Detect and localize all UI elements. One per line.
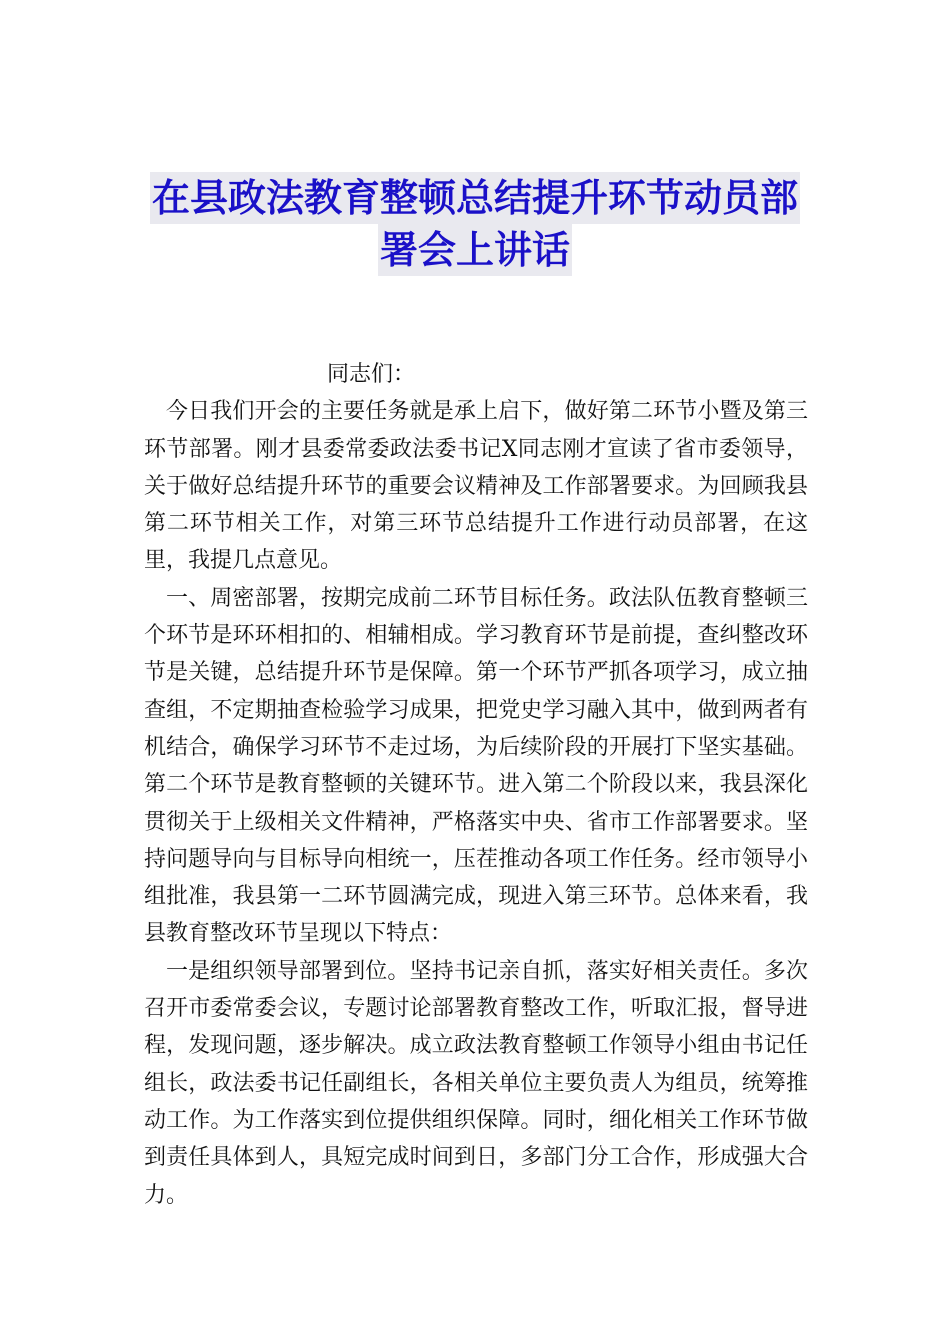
salutation: 同志们： [327,362,416,387]
paragraph: 一是组织领导部署到位。坚持书记亲自抓，落实好相关责任。多次召开市委常委会议，专题讨论部署教育整改工作，听取汇报，督导进程，发现问题，逐步解决。成立政法教育整顿工作领导小组由书记任组长，政法委书记任副组长，各相关单位主要负责人为组员，统筹推动工作。为工作落实到位提供组织保障。同时，细化相关工作环节做到责任具体到人，具短完成时间到日，多部门分工合作，形成强大合力。 [144,958,808,1208]
document-title [100,172,850,276]
document-body [144,356,808,1214]
title-line-1: 在县政法教育整顿总结提升环节动员部 [150,172,800,224]
paragraph: 今日我们开会的主要任务就是承上启下，做好第二环节小暨及第三环节部署。刚才县委常委政法委书记X同志刚才宣读了省市委领导，关于做好总结提升环节的重要会议精神及工作部署要求。为回顾我县第二环节相关工作，对第三环节总结提升工作进行动员部署，在这里，我提几点意见。 [144,399,808,574]
paragraph: 一、周密部署，按期完成前二环节目标任务。政法队伍教育整顿三个环节是环环相扣的、相辅相成。学习教育环节是前提，查纠整改环节是关键，总结提升环节是保障。第一个环节严抓各项学习，成立抽查组，不定期抽查检验学习成果，把党史学习融入其中，做到两者有机结合，确保学习环节不走过场，为后续阶段的开展打下坚实基础。第二个环节是教育整顿的关键环节。进入第二个阶段以来，我县深化贯彻关于上级相关文件精神，严格落实中央、省市工作部署要求。坚持问题导向与目标导向相统一，压茬推动各项工作任务。经市领导小组批准，我县第一二环节圆满完成，现进入第三环节。总体来看，我县教育整改环节呈现以下特点： [144,585,808,947]
title-line-2: 署会上讲话 [378,224,572,276]
